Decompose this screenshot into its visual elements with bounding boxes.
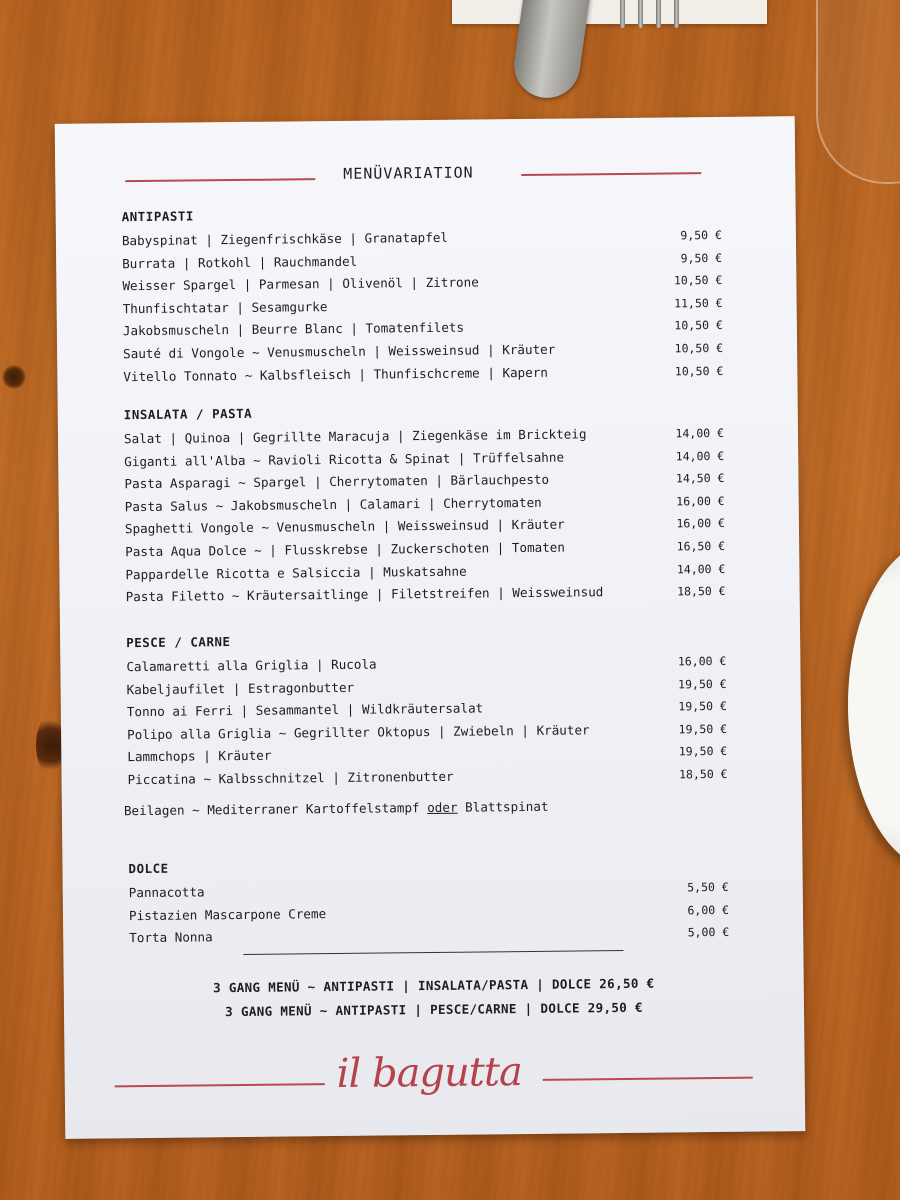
- dish-price: 9,50 €: [680, 227, 722, 243]
- dish-name: Salat | Quinoa | Gegrillte Maracuja | Ziegenkäse im Brickteig: [123, 426, 587, 447]
- dish-name: Spaghetti Vongole ~ Venusmuscheln | Weissweinsud | Kräuter: [124, 516, 565, 537]
- dish-price: 19,50 €: [678, 744, 728, 759]
- dish-price: 16,50 €: [676, 538, 726, 554]
- dish-price: 19,50 €: [678, 699, 727, 714]
- wine-glass: [816, 0, 900, 184]
- section-antipasti: [122, 203, 724, 388]
- dish-name: Torta Nonna: [129, 929, 213, 946]
- dish-name: Giganti all'Alba ~ Ravioli Ricotta & Spinat | Trüffelsahne: [124, 449, 565, 469]
- dish-price: 14,00 €: [676, 561, 726, 576]
- side-dish-note: [124, 799, 549, 818]
- dish-price: 16,00 €: [676, 516, 725, 531]
- dish-price: 16,00 €: [677, 653, 727, 669]
- dish-name: Pappardelle Ricotta e Salsiccia | Muskatsahne: [125, 563, 467, 582]
- wood-knot: [36, 715, 64, 775]
- note-text-end: Blattspinat: [457, 798, 549, 815]
- dish-name: Lammchops | Kräuter: [127, 748, 272, 765]
- divider: [243, 950, 623, 955]
- note-underlined: oder: [427, 799, 458, 816]
- title-rule-right: [521, 172, 701, 176]
- set-menu-line: 3 GANG MENÜ ~ ANTIPASTI | INSALATA/PASTA | DOLCE 26,50 €: [212, 975, 655, 996]
- napkin: [452, 0, 767, 24]
- dish-price: 11,50 €: [674, 295, 723, 311]
- fork-icon: [614, 0, 686, 32]
- menu-header: [125, 161, 705, 191]
- dish-price: 14,00 €: [675, 448, 725, 464]
- dish-name: Jakobsmuscheln | Beurre Blanc | Tomatenfilets: [122, 320, 465, 339]
- dish-price: 18,50 €: [677, 584, 726, 599]
- dish-price: 9,50 €: [680, 250, 723, 265]
- dish-price: 10,50 €: [674, 340, 724, 356]
- dish-price: 19,50 €: [678, 721, 728, 737]
- dish-name: Sauté di Vongole ~ Venusmuscheln | Weissweinsud | Kräuter: [123, 341, 556, 362]
- knife-icon: [510, 0, 590, 102]
- note-text: Beilagen ~ Mediterraner Kartoffelstampf: [123, 800, 428, 819]
- dish-name: Pasta Salus ~ Jakobsmuscheln | Calamari | Cherrytomaten: [124, 494, 542, 514]
- logo-rule-right: [543, 1077, 753, 1081]
- logo-row: [114, 1047, 755, 1114]
- dish-price: 19,50 €: [678, 676, 727, 691]
- dish-price: 18,50 €: [679, 766, 728, 782]
- dish-name: Babyspinat | Ziegenfrischkäse | Granatapfel: [121, 229, 449, 249]
- dish-price: 10,50 €: [673, 273, 723, 288]
- dish-price: 5,00 €: [687, 925, 730, 940]
- dish-name: Vitello Tonnato ~ Kalbsfleisch | Thunfischcreme | Kapern: [123, 364, 549, 384]
- restaurant-logo: il bagutta: [336, 1049, 523, 1098]
- dish-name: Thunfischtatar | Sesamgurke: [122, 298, 328, 316]
- dish-name: Polipo alla Griglia ~ Gegrillter Oktopus | Zwiebeln | Kräuter: [127, 722, 590, 742]
- dish-name: Weisser Spargel | Parmesan | Olivenöl | Zitrone: [122, 274, 479, 294]
- set-menu-line: 3 GANG MENÜ ~ ANTIPASTI | PESCE/CARNE | DOLCE 29,50 €: [225, 999, 643, 1020]
- section-heading: DOLCE: [128, 860, 169, 877]
- dish-name: Pasta Asparagi ~ Spargel | Cherrytomaten | Bärlauchpesto: [124, 471, 550, 492]
- section-heading: PESCE / CARNE: [126, 634, 231, 651]
- dish-name: Calamaretti alla Griglia | Rucola: [126, 656, 377, 675]
- menu-card: [55, 116, 806, 1139]
- dish-name: Pistazien Mascarpone Creme: [128, 905, 327, 923]
- dish-name: Pasta Filetto ~ Kräutersaitlinge | Filetstreifen | Weissweinsud: [125, 584, 604, 605]
- dish-price: 10,50 €: [674, 318, 723, 333]
- dish-price: 5,50 €: [687, 879, 729, 895]
- section-pesce-carne: [126, 629, 728, 792]
- menu-title: MENÜVARIATION: [343, 163, 474, 183]
- dish-name: Kabeljaufilet | Estragonbutter: [126, 679, 355, 697]
- section-heading: INSALATA / PASTA: [123, 405, 253, 423]
- wood-knot: [2, 365, 26, 389]
- plate: [848, 540, 900, 870]
- dish-name: Pasta Aqua Dolce ~ | Flusskrebse | Zuckerschoten | Tomaten: [125, 539, 566, 560]
- dish-name: Tonno ai Ferri | Sesammantel | Wildkräutersalat: [126, 700, 484, 720]
- dish-price: 6,00 €: [687, 902, 730, 917]
- section-insalata-pasta: [124, 401, 726, 609]
- dish-name: Pannacotta: [128, 884, 205, 901]
- logo-rule-left: [115, 1083, 325, 1087]
- dish-price: 16,00 €: [676, 493, 725, 509]
- dish-price: 14,50 €: [675, 471, 725, 486]
- section-dolce: [128, 855, 729, 950]
- title-rule-left: [125, 178, 315, 182]
- section-heading: ANTIPASTI: [121, 208, 194, 225]
- dish-price: 10,50 €: [674, 363, 724, 378]
- dish-name: Piccatina ~ Kalbsschnitzel | Zitronenbutter: [127, 768, 454, 788]
- dish-price: 14,00 €: [675, 425, 725, 441]
- dish-name: Burrata | Rotkohl | Rauchmandel: [122, 253, 358, 271]
